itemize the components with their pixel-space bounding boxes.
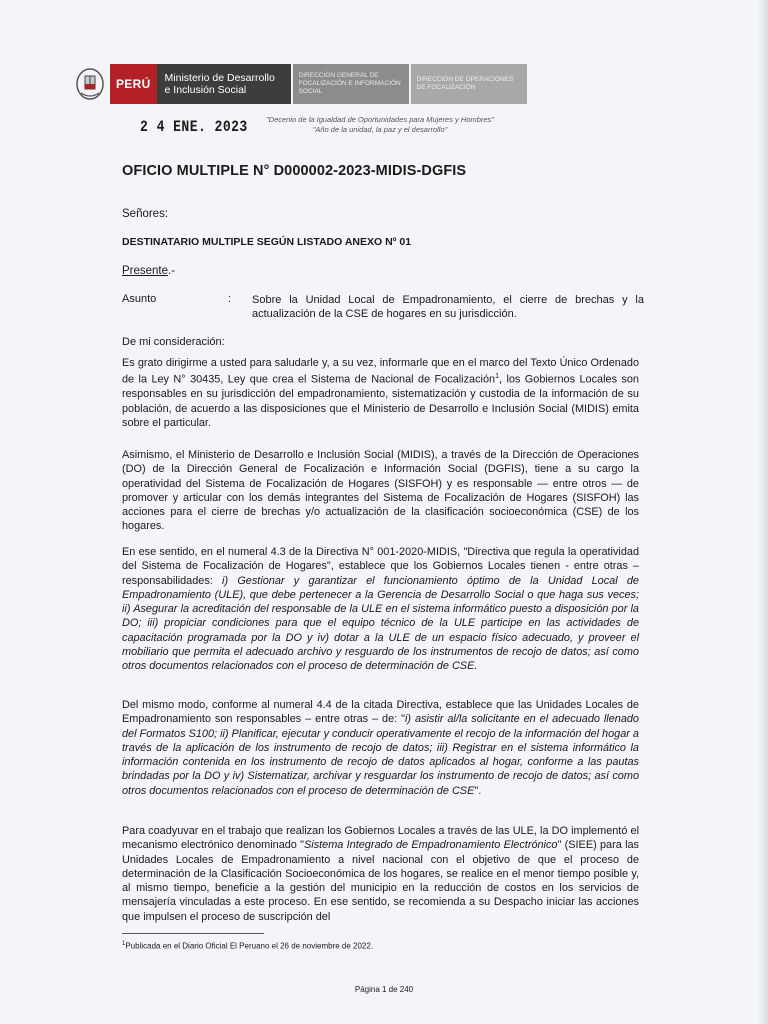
paragraph-5-text: Para coadyuvar en el trabajo que realizan los Gobiernos Locales a través de las ULE, la DO implementó el mecanismo electrónico denominado " (122, 825, 639, 852)
page-edge-shadow (758, 0, 768, 1024)
paragraph-3-italic: i) Gestionar y garantizar el funcionamiento óptimo de la Unidad Local de Empadronamiento (ULE), que debe pertenecer a la Gerencia de Desarrollo Social o que haga sus veces; ii) Asegurar la acreditación del responsable de la ULE en el sistema informático puesto a disposición por la DO; iii) propiciar condiciones para que el equipo técnico de la ULE participe en las actividades de capacitación programada por la DO y iv) dotar a la ULE de un espacio físico adecuado, y proveer el mobiliario que permita el adecuado archivo y resguardo de los instrumentos de recojo de datos; así como otros documentos relacionados con el proceso de determinación de CSE. (122, 574, 639, 673)
paragraph-5-italic: Sistema Integrado de Empadronamiento Electrónico (304, 839, 558, 852)
coat-of-arms-icon (76, 67, 104, 101)
footnote-ref: 1 (495, 373, 499, 381)
direction-operations-label: DIRECCIÓN DE OPERACIONES DE FOCALIZACIÓN (411, 64, 527, 104)
greeting: De mi consideración: (122, 336, 225, 348)
presente-word: Presente (122, 265, 169, 277)
asunto-text: Sobre la Unidad Local de Empadronamiento, el cierre de brechas y la actualización de la CSE de hogares en su jurisdicción. (252, 294, 644, 320)
document-title: OFICIO MULTIPLE N° D000002-2023-MIDIS-DGFIS (122, 163, 467, 179)
asunto-colon: : (228, 293, 232, 305)
paragraph-3-text: En ese sentido, en el numeral 4.3 de la Directiva N° 001-2020-MIDIS, "Directiva que regula la operatividad del Sistema de Focalización de Hogares", establece que los Gobiernos Locales tienen - entre otras –responsabilidades: (122, 546, 639, 587)
paragraph-4-italic: i) asistir al/la solicitante en el adecuado llenado del Formatos S100; ii) Planificar, ejecutar y conducir operativamente el recojo de la información del hogar a través de la aplicación de los instrumento de recojo de datos; iii) Registrar en el sistema informático la información contenida en los instrumento de recojo de datos aplicados al hogar, conforme a las pautas brindadas por la DO y iv) Sistematizar, archivar y resguardar los instrumento de recojo de datos; así como otros documentos relacionados con el proceso de determinación de CSE (122, 713, 639, 797)
decenio-motto (230, 115, 530, 135)
paragraph-5 (122, 824, 639, 924)
decenio-line-2: "Año de la unidad, la paz y el desarrollo" (312, 125, 448, 134)
paragraph-1-rest: , los Gobiernos Locales son responsables en su jurisdicción del empadronamiento, sistematización y custodia de la información de su población, de acuerdo a las disposiciones que el Ministerio de Desarrollo e Inclusión Social (MIDIS) emita sobre el particular. (122, 373, 639, 429)
paragraph-1 (122, 356, 639, 430)
footnote-text: Publicada en el Diario Oficial El Peruano el 26 de noviembre de 2022. (125, 941, 374, 951)
decenio-line-1: "Decenio de la Igualdad de Oportunidades para Mujeres y Hombres" (266, 115, 494, 124)
peru-label: PERÚ (110, 64, 157, 104)
salutation: Señores: (122, 208, 169, 220)
footnote-divider (122, 933, 264, 934)
header-banner (76, 64, 527, 104)
footnote (122, 941, 373, 951)
paragraph-3 (122, 545, 639, 674)
ministry-label: Ministerio de Desarrollo e Inclusión Social (157, 64, 291, 104)
recipient: DESTINATARIO MULTIPLE SEGÚN LISTADO ANEXO Nº 01 (122, 236, 412, 248)
paragraph-4 (122, 698, 639, 798)
presente (122, 265, 175, 277)
footnote-mark: 1 (122, 941, 126, 947)
paragraph-5-rest: " (SIEE) para las Unidades Locales de Empadronamiento a nivel nacional con el objetivo de que el proceso de determinación de la Clasificación Socioeconómica de los hogares, se realice en el menor tiempo posible y, al mismo tiempo, beneficie a la gestión del municipio en la reducción de costos en los servicios de mensajería vinculadas a este proceso. En ese sentido, se recomienda a su Despacho iniciar las acciones que impulsen el proceso de suscripción del (122, 839, 639, 923)
paragraph-4-end: ". (474, 784, 482, 797)
paragraph-4-text: Del mismo modo, conforme al numeral 4.4 de la citada Directiva, establece que las Unidades Locales de Empadronamiento son responsables – entre otras – de: " (122, 699, 639, 726)
asunto-label: Asunto (122, 293, 157, 305)
page-number: Página 1 de 240 (354, 985, 414, 994)
presente-suffix: .- (168, 265, 176, 277)
direction-general-label: DIRECCIÓN GENERAL DE FOCALIZACIÓN E INFORMACIÓN SOCIAL (293, 64, 409, 104)
date-stamp: 2 4 ENE. 2023 (140, 118, 248, 136)
paragraph-2: Asimismo, el Ministerio de Desarrollo e Inclusión Social (MIDIS), a través de la Dirección de Operaciones (DO) de la Dirección General de Focalización e Información Social (DGFIS), tiene a su cargo la operatividad del Sistema de Focalización de Hogares (SISFOH) y es responsable — entre otros — de promover y articular con los demás integrantes del Sistema de Focalización de Hogares (SISFOH) las acciones para el cierre de brechas y/o actualización de la clasificación socioeconómica (CSE) de los hogares. (122, 449, 639, 533)
paragraph-1-text: Es grato dirigirme a usted para saludarle y, a su vez, informarle que en el marco del Texto Único Ordenado de la Ley N° 30435, Ley que crea el Sistema de Nacional de Focalización (122, 357, 639, 386)
